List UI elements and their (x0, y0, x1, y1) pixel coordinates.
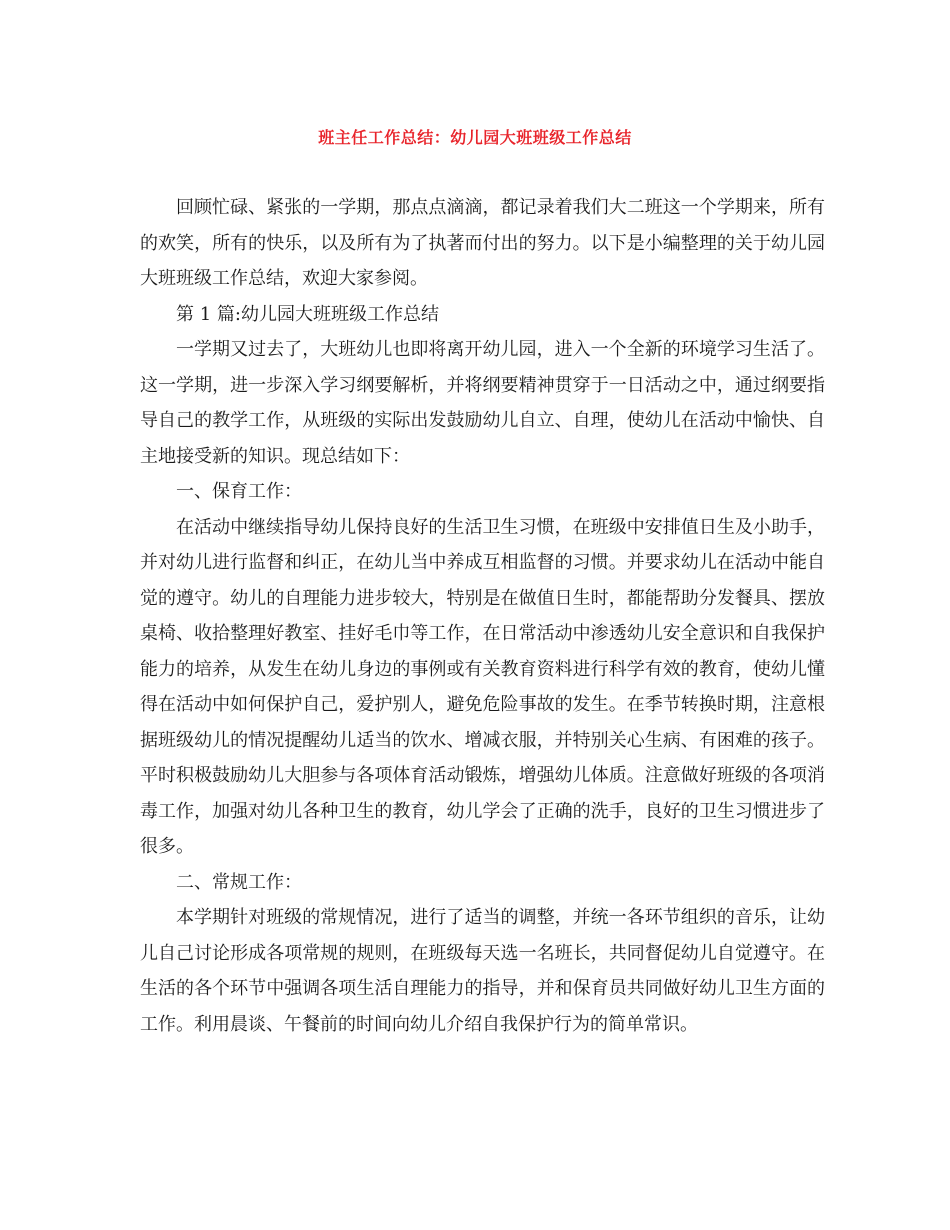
section-heading-routine: 二、常规工作： (176, 871, 302, 893)
section-heading-care: 一、保育工作： (176, 481, 302, 502)
routine-paragraph: 本学期针对班级的常规情况，进行了适当的调整，并统一各环节组织的音乐，让幼儿自己讨论形成各项常规的规则，在班级每天选一名班长，共同督促幼儿自觉遵守。在生活的各个环节中强调各项生活自理能力的指导，并和保育员共同做好幼儿卫生方面的工作。利用晨谈、午餐前的时间向幼儿介绍自我保护行为的简单常识。 (140, 907, 825, 1035)
document-title: 班主任工作总结：幼儿园大班班级工作总结 (318, 128, 632, 147)
intro-paragraph: 回顾忙碌、紧张的一学期，那点点滴滴，都记录着我们大二班这一个学期来，所有的欢笑，所有的快乐，以及所有为了执著而付出的努力。以下是小编整理的关于幼儿园大班班级工作总结，欢迎大家参阅。 (140, 197, 825, 289)
care-paragraph: 在活动中继续指导幼儿保持良好的生活卫生习惯，在班级中安排值日生及小助手，并对幼儿进行监督和纠正，在幼儿当中养成互相监督的习惯。并要求幼儿在活动中能自觉的遵守。幼儿的自理能力进步较大，特别是在做值日生时，都能帮助分发餐具、摆放桌椅、收拾整理好教室、挂好毛巾等工作，在日常活动中渗透幼儿安全意识和自我保护能力的培养，从发生在幼儿身边的事例或有关教育资料进行科学有效的教育，使幼儿懂得在活动中如何保护自己，爱护别人，避免危险事故的发生。在季节转换时期，注意根据班级幼儿的情况提醒幼儿适当的饮水、增减衣服，并特别关心生病、有困难的孩子。平时积极鼓励幼儿大胆参与各项体育活动锻炼，增强幼儿体质。注意做好班级的各项消毒工作，加强对幼儿各种卫生的教育，幼儿学会了正确的洗手，良好的卫生习惯进步了很多。 (140, 516, 825, 857)
overview-paragraph: 一学期又过去了，大班幼儿也即将离开幼儿园，进入一个全新的环境学习生活了。这一学期，进一步深入学习纲要解析，并将纲要精神贯穿于一日活动之中，通过纲要指导自己的教学工作，从班级的实际出发鼓励幼儿自立、自理，使幼儿在活动中愉快、自主地接受新的知识。现总结如下： (140, 339, 825, 467)
chapter-heading: 第 1 篇:幼儿园大班班级工作总结 (176, 303, 439, 325)
document-body (140, 190, 825, 1042)
